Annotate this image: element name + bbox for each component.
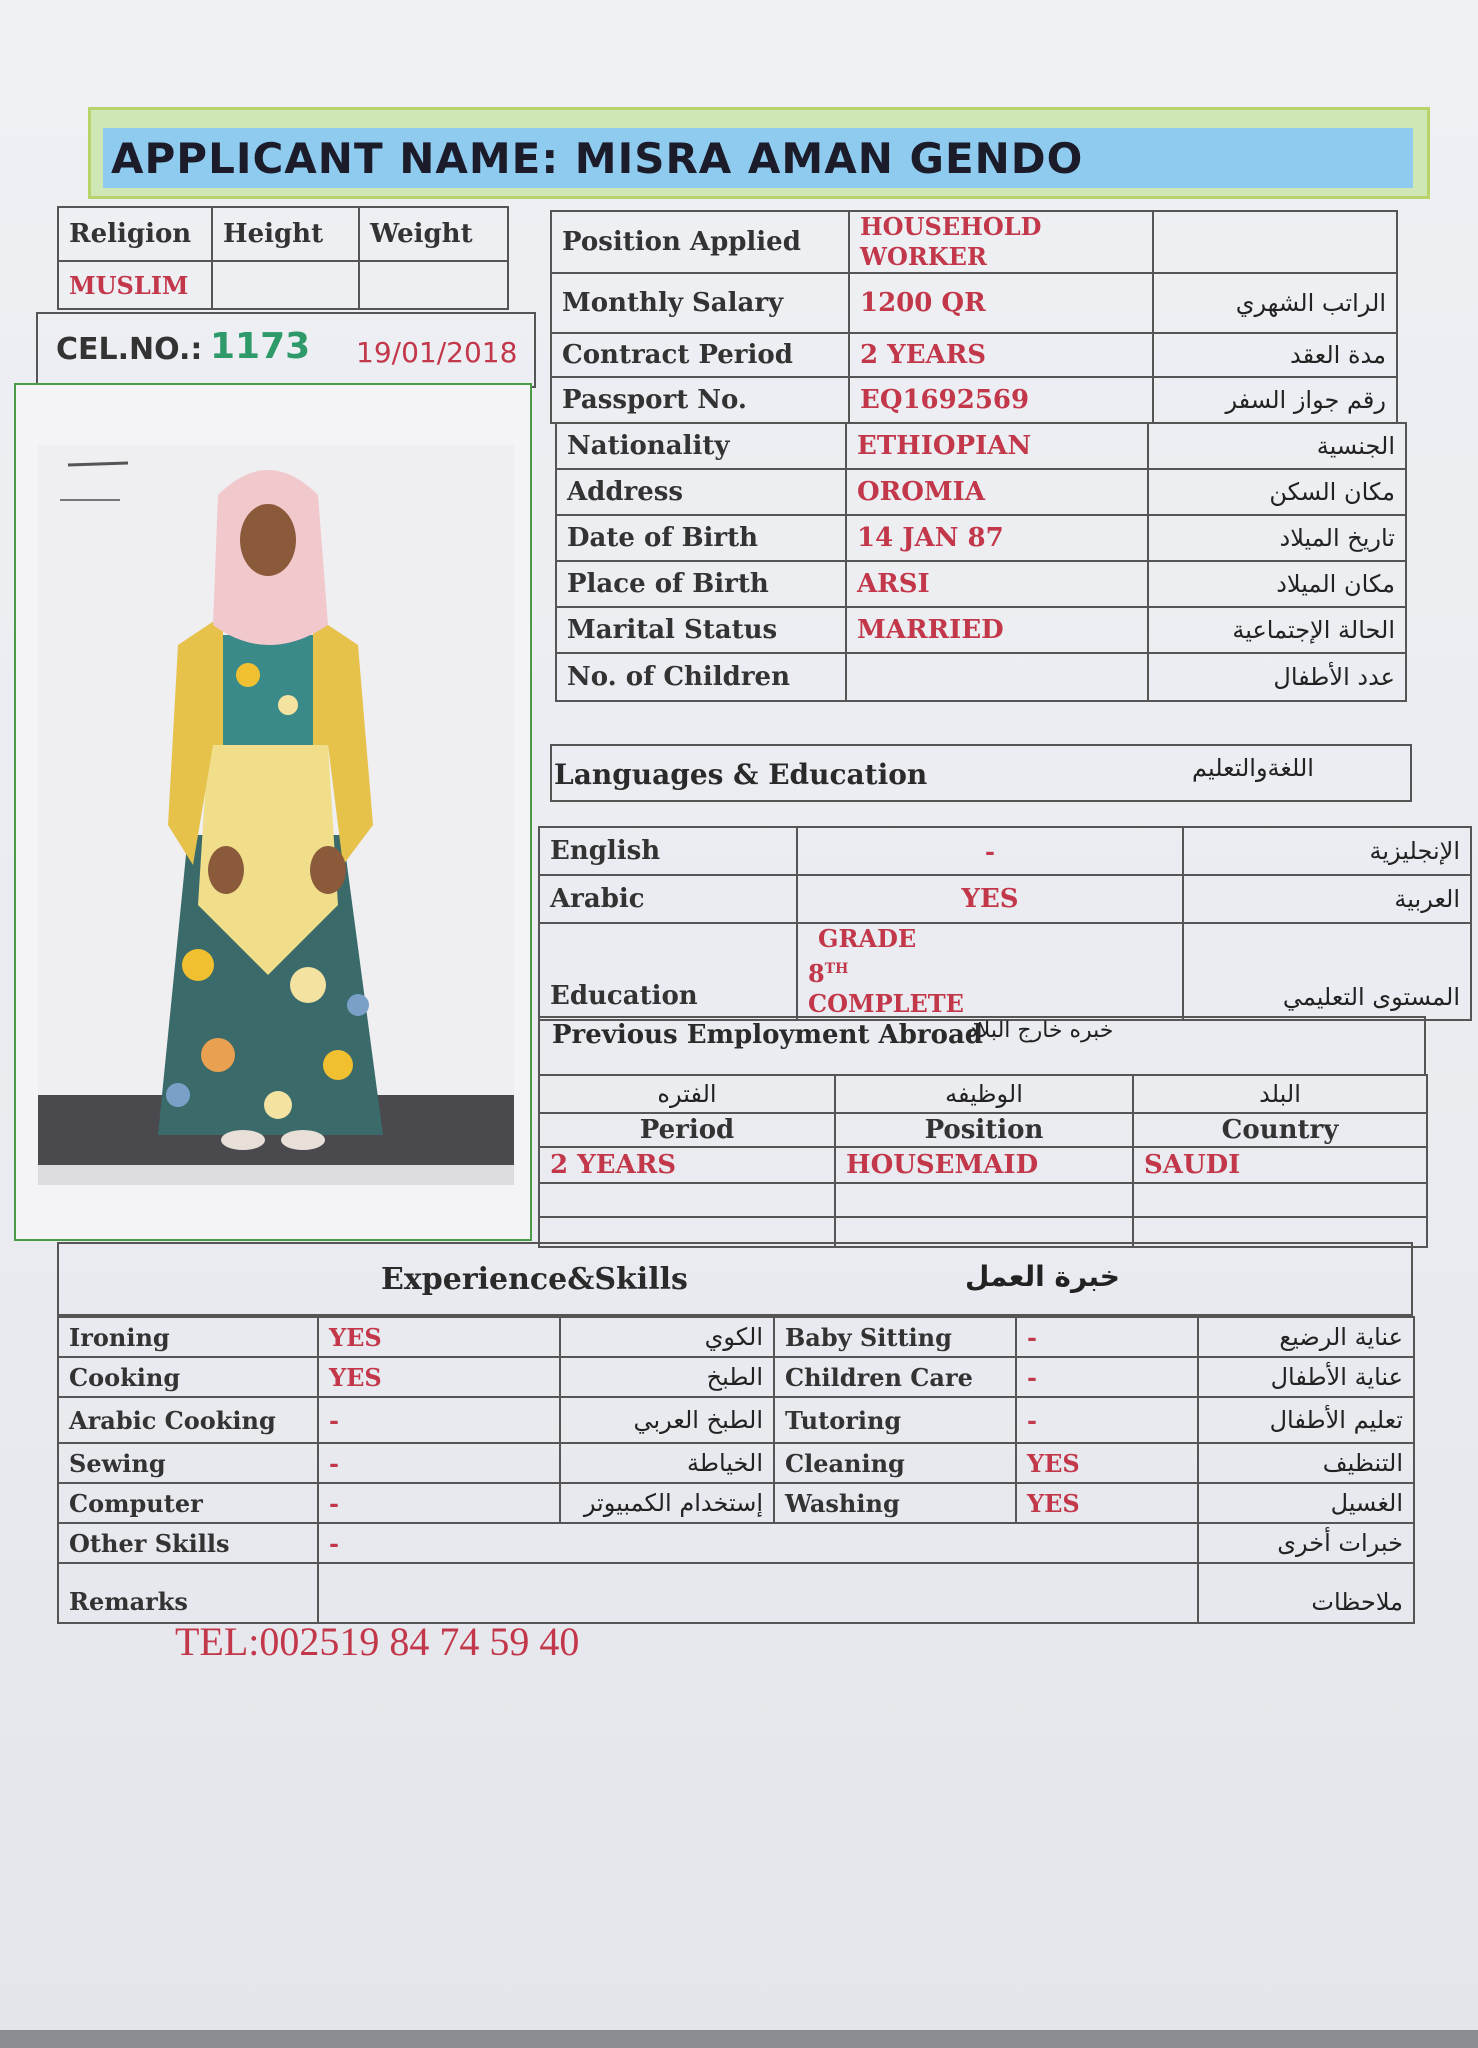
education-ar: المستوى التعليمي xyxy=(1183,923,1471,1020)
cel-number: 1173 xyxy=(210,326,311,367)
languages-education-title-ar: اللغةوالتعليم xyxy=(1192,754,1314,782)
skill-children-care-value: - xyxy=(1016,1357,1198,1397)
skill-tutoring-ar: تعليم الأطفال xyxy=(1198,1397,1414,1443)
skill-children-care-label: Children Care xyxy=(774,1357,1016,1397)
religion-value: MUSLIM xyxy=(58,261,212,309)
skill-ironing-label: Ironing xyxy=(58,1317,318,1357)
previous-employment-header xyxy=(538,1016,1426,1076)
basic-info-table xyxy=(57,206,509,310)
period-header-ar: الفتره xyxy=(539,1075,835,1113)
position-header-ar: الوظيفه xyxy=(835,1075,1133,1113)
skill-cooking-value: YES xyxy=(318,1357,560,1397)
arabic-ar: العربية xyxy=(1183,875,1471,923)
applicant-photo-illustration xyxy=(38,445,514,1185)
skill-ironing-ar: الكوي xyxy=(560,1317,774,1357)
country-header: Country xyxy=(1133,1113,1427,1147)
skill-tutoring-value: - xyxy=(1016,1397,1198,1443)
employment-empty-cell xyxy=(835,1183,1133,1217)
skill-baby-sitting-label: Baby Sitting xyxy=(774,1317,1016,1357)
languages-table xyxy=(538,826,1472,1021)
skill-sewing-label: Sewing xyxy=(58,1443,318,1483)
experience-skills-title-ar: خبرة العمل xyxy=(965,1260,1120,1293)
monthly-salary-label: Monthly Salary xyxy=(551,273,849,333)
previous-employment-title-ar: خبره خارج البلاد xyxy=(968,1018,1114,1043)
place-of-birth-ar: مكان الميلاد xyxy=(1148,561,1406,607)
other-skills-ar: خبرات أخرى xyxy=(1198,1523,1414,1563)
skill-washing-label: Washing xyxy=(774,1483,1016,1523)
contract-period-value: 2 YEARS xyxy=(849,333,1153,377)
address-label: Address xyxy=(556,469,846,515)
period-header: Period xyxy=(539,1113,835,1147)
skill-cleaning-ar: التنظيف xyxy=(1198,1443,1414,1483)
passport-no-ar: رقم جواز السفر xyxy=(1153,377,1397,423)
education-level-sup: TH xyxy=(824,961,849,977)
monthly-salary-ar: الراتب الشهري xyxy=(1153,273,1397,333)
title-banner xyxy=(88,107,1430,199)
marital-status-value: MARRIED xyxy=(846,607,1148,653)
skill-cleaning-label: Cleaning xyxy=(774,1443,1016,1483)
skill-children-care-ar: عناية الأطفال xyxy=(1198,1357,1414,1397)
weight-value xyxy=(359,261,508,309)
skills-table xyxy=(57,1316,1415,1624)
place-of-birth-value: ARSI xyxy=(846,561,1148,607)
applicant-photo xyxy=(38,445,514,1185)
cel-number-box xyxy=(36,312,536,388)
skill-sewing-ar: الخياطة xyxy=(560,1443,774,1483)
skill-cleaning-value: YES xyxy=(1016,1443,1198,1483)
passport-no-value: EQ1692569 xyxy=(849,377,1153,423)
skill-tutoring-label: Tutoring xyxy=(774,1397,1016,1443)
children-value xyxy=(846,653,1148,701)
position-applied-value: HOUSEHOLD WORKER xyxy=(849,211,1153,273)
passport-no-label: Passport No. xyxy=(551,377,849,423)
monthly-salary-value: 1200 QR xyxy=(849,273,1153,333)
date-of-birth-value: 14 JAN 87 xyxy=(846,515,1148,561)
education-level xyxy=(808,954,1172,989)
employment-table xyxy=(538,1074,1428,1248)
cel-label: CEL.NO.: xyxy=(56,332,203,367)
employment-period-value: 2 YEARS xyxy=(539,1147,835,1183)
skill-arabic-cooking-ar: الطبخ العربي xyxy=(560,1397,774,1443)
details-table-bottom xyxy=(555,422,1407,702)
skill-computer-label: Computer xyxy=(58,1483,318,1523)
nationality-label: Nationality xyxy=(556,423,846,469)
nationality-value: ETHIOPIAN xyxy=(846,423,1148,469)
remarks-ar: ملاحظات xyxy=(1198,1563,1414,1623)
cel-date: 19/01/2018 xyxy=(356,336,518,369)
page-bottom-edge xyxy=(0,2030,1478,2048)
height-value xyxy=(212,261,359,309)
position-header: Position xyxy=(835,1113,1133,1147)
education-grade: GRADE xyxy=(818,924,917,953)
arabic-label: Arabic xyxy=(539,875,797,923)
employment-position-value: HOUSEMAID xyxy=(835,1147,1133,1183)
contract-period-label: Contract Period xyxy=(551,333,849,377)
education-level-number: 8 xyxy=(808,959,825,988)
education-complete: COMPLETE xyxy=(808,989,964,1018)
weight-label: Weight xyxy=(359,207,508,261)
skill-baby-sitting-ar: عناية الرضيع xyxy=(1198,1317,1414,1357)
address-value: OROMIA xyxy=(846,469,1148,515)
education-label: Education xyxy=(539,923,797,1020)
other-skills-label: Other Skills xyxy=(58,1523,318,1563)
languages-education-title: Languages & Education xyxy=(554,758,928,791)
skill-baby-sitting-value: - xyxy=(1016,1317,1198,1357)
skill-arabic-cooking-value: - xyxy=(318,1397,560,1443)
position-applied-label: Position Applied xyxy=(551,211,849,273)
skill-ironing-value: YES xyxy=(318,1317,560,1357)
remarks-value xyxy=(318,1563,1198,1623)
skill-sewing-value: - xyxy=(318,1443,560,1483)
height-label: Height xyxy=(212,207,359,261)
marital-status-ar: الحالة الإجتماعية xyxy=(1148,607,1406,653)
employment-empty-cell xyxy=(539,1183,835,1217)
applicant-name-title: APPLICANT NAME: MISRA AMAN GENDO xyxy=(111,134,1084,183)
title-band xyxy=(103,128,1413,188)
address-ar: مكان السكن xyxy=(1148,469,1406,515)
previous-employment-title: Previous Employment Abroad xyxy=(552,1020,983,1050)
skill-cooking-ar: الطبخ xyxy=(560,1357,774,1397)
religion-label: Religion xyxy=(58,207,212,261)
english-ar: الإنجليزية xyxy=(1183,827,1471,875)
skill-washing-ar: الغسيل xyxy=(1198,1483,1414,1523)
english-value: - xyxy=(797,827,1183,875)
education-value xyxy=(797,923,1183,1020)
english-label: English xyxy=(539,827,797,875)
children-label: No. of Children xyxy=(556,653,846,701)
country-header-ar: البلد xyxy=(1133,1075,1427,1113)
place-of-birth-label: Place of Birth xyxy=(556,561,846,607)
remarks-label: Remarks xyxy=(58,1563,318,1623)
skill-arabic-cooking-label: Arabic Cooking xyxy=(58,1397,318,1443)
skill-washing-value: YES xyxy=(1016,1483,1198,1523)
children-ar: عدد الأطفال xyxy=(1148,653,1406,701)
employment-country-value: SAUDI xyxy=(1133,1147,1427,1183)
position-applied-ar xyxy=(1153,211,1397,273)
date-of-birth-ar: تاريخ الميلاد xyxy=(1148,515,1406,561)
languages-education-header xyxy=(550,744,1412,802)
details-table-top xyxy=(550,210,1398,424)
other-skills-value: - xyxy=(318,1523,1198,1563)
skill-computer-ar: إستخدام الكمبيوتر xyxy=(560,1483,774,1523)
skill-cooking-label: Cooking xyxy=(58,1357,318,1397)
employment-empty-cell xyxy=(1133,1183,1427,1217)
arabic-value: YES xyxy=(797,875,1183,923)
experience-skills-title: Experience&Skills xyxy=(381,1262,688,1297)
contract-period-ar: مدة العقد xyxy=(1153,333,1397,377)
footer-telephone: TEL:002519 84 74 59 40 xyxy=(175,1619,580,1664)
marital-status-label: Marital Status xyxy=(556,607,846,653)
date-of-birth-label: Date of Birth xyxy=(556,515,846,561)
applicant-photo-frame xyxy=(14,383,532,1241)
experience-skills-header xyxy=(57,1242,1413,1316)
skill-computer-value: - xyxy=(318,1483,560,1523)
nationality-ar: الجنسية xyxy=(1148,423,1406,469)
